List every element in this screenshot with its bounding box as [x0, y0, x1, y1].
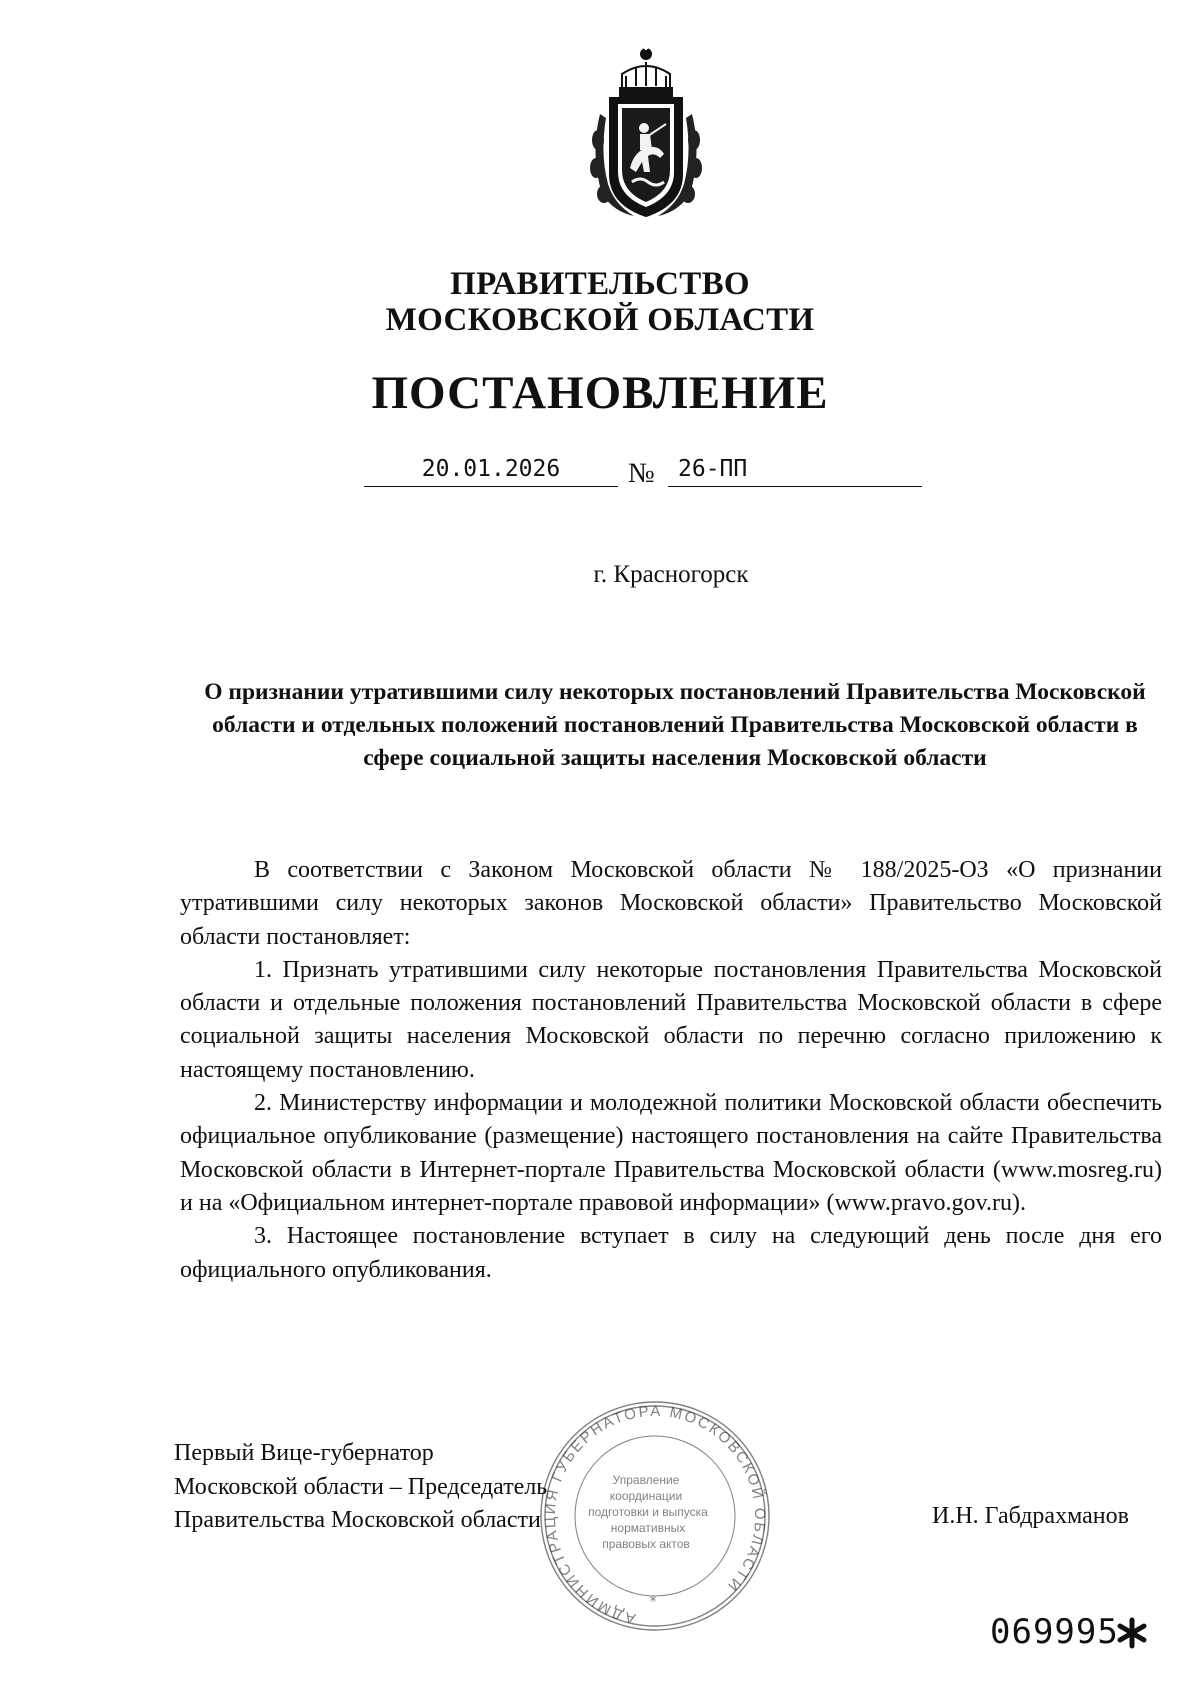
document-type-title: ПОСТАНОВЛЕНИЕ: [371, 367, 829, 419]
signatory-position-line: Первый Вице-губернатор: [174, 1440, 434, 1466]
document-date: 20.01.2026: [364, 456, 618, 487]
svg-text:*: *: [649, 1594, 657, 1610]
document-subject: О признании утратившими силу некоторых постановлений Правительства Московской области и отдельных положений постановлений Правительства Московской области в сфере социальной защиты населения Московской области: [204, 679, 1146, 771]
item-paragraph: 1. Признать утратившими силу некоторые постановления Правительства Московской области и отдельные положения постановлений Правительства Московской области в сфере социальной защиты населения Московской области по перечню согласно приложению к настоящему постановлению.: [180, 956, 1162, 1083]
document-number: 26-ПП: [678, 456, 748, 482]
item-paragraph: 3. Настоящее постановление вступает в силу на следующий день после дня его официального опубликования.: [180, 1223, 1162, 1283]
signatory-position-line: Московской области – Председатель: [174, 1473, 548, 1500]
city-of-issue: г. Красногорск: [593, 561, 749, 588]
seal-ring-text: АДМИНИСТРАЦИЯ ГУБЕРНАТОРА МОСКОВСКОЙ ОБЛАСТИ: [541, 1402, 769, 1628]
seal-center-line: подготовки и выпуска: [588, 1505, 708, 1519]
issuing-authority-line1: ПРАВИТЕЛЬСТВО: [450, 266, 750, 302]
coat-of-arms-emblem: [584, 44, 708, 226]
registration-number: 069995: [990, 1612, 1119, 1652]
signatory-name: И.Н. Габдрахманов: [932, 1503, 1129, 1529]
seal-center-line: правовых актов: [602, 1537, 690, 1551]
signatory-position-line: Правительства Московской области: [174, 1507, 541, 1533]
signatory-position: [174, 1437, 614, 1538]
preamble-paragraph: В соответствии с Законом Московской области № 188/2025-ОЗ «О признании утратившими силу некоторых законов Московской области» Правительство Московской области постановляет:: [180, 857, 1162, 950]
seal-center-line: координации: [609, 1489, 683, 1503]
number-sign: №: [628, 458, 655, 489]
asterisk-icon: [1115, 1616, 1149, 1650]
seal-center-line: нормативных: [610, 1521, 686, 1535]
issuing-authority-line2: МОСКОВСКОЙ ОБЛАСТИ: [385, 302, 815, 338]
document-body: [180, 854, 1162, 1287]
item-paragraph: 2. Министерству информации и молодежной политики Московской области обеспечить официальное опубликование (размещение) настоящего постановления на сайте Правительства Московской области в Интернет-портале Правительства Московской области (www.mosreg.ru) и на «Официальном интернет-портале правовой информации» (www.pravo.gov.ru).: [180, 1090, 1162, 1216]
seal-center-line: Управление: [612, 1473, 680, 1487]
document-number-field: [668, 456, 922, 487]
